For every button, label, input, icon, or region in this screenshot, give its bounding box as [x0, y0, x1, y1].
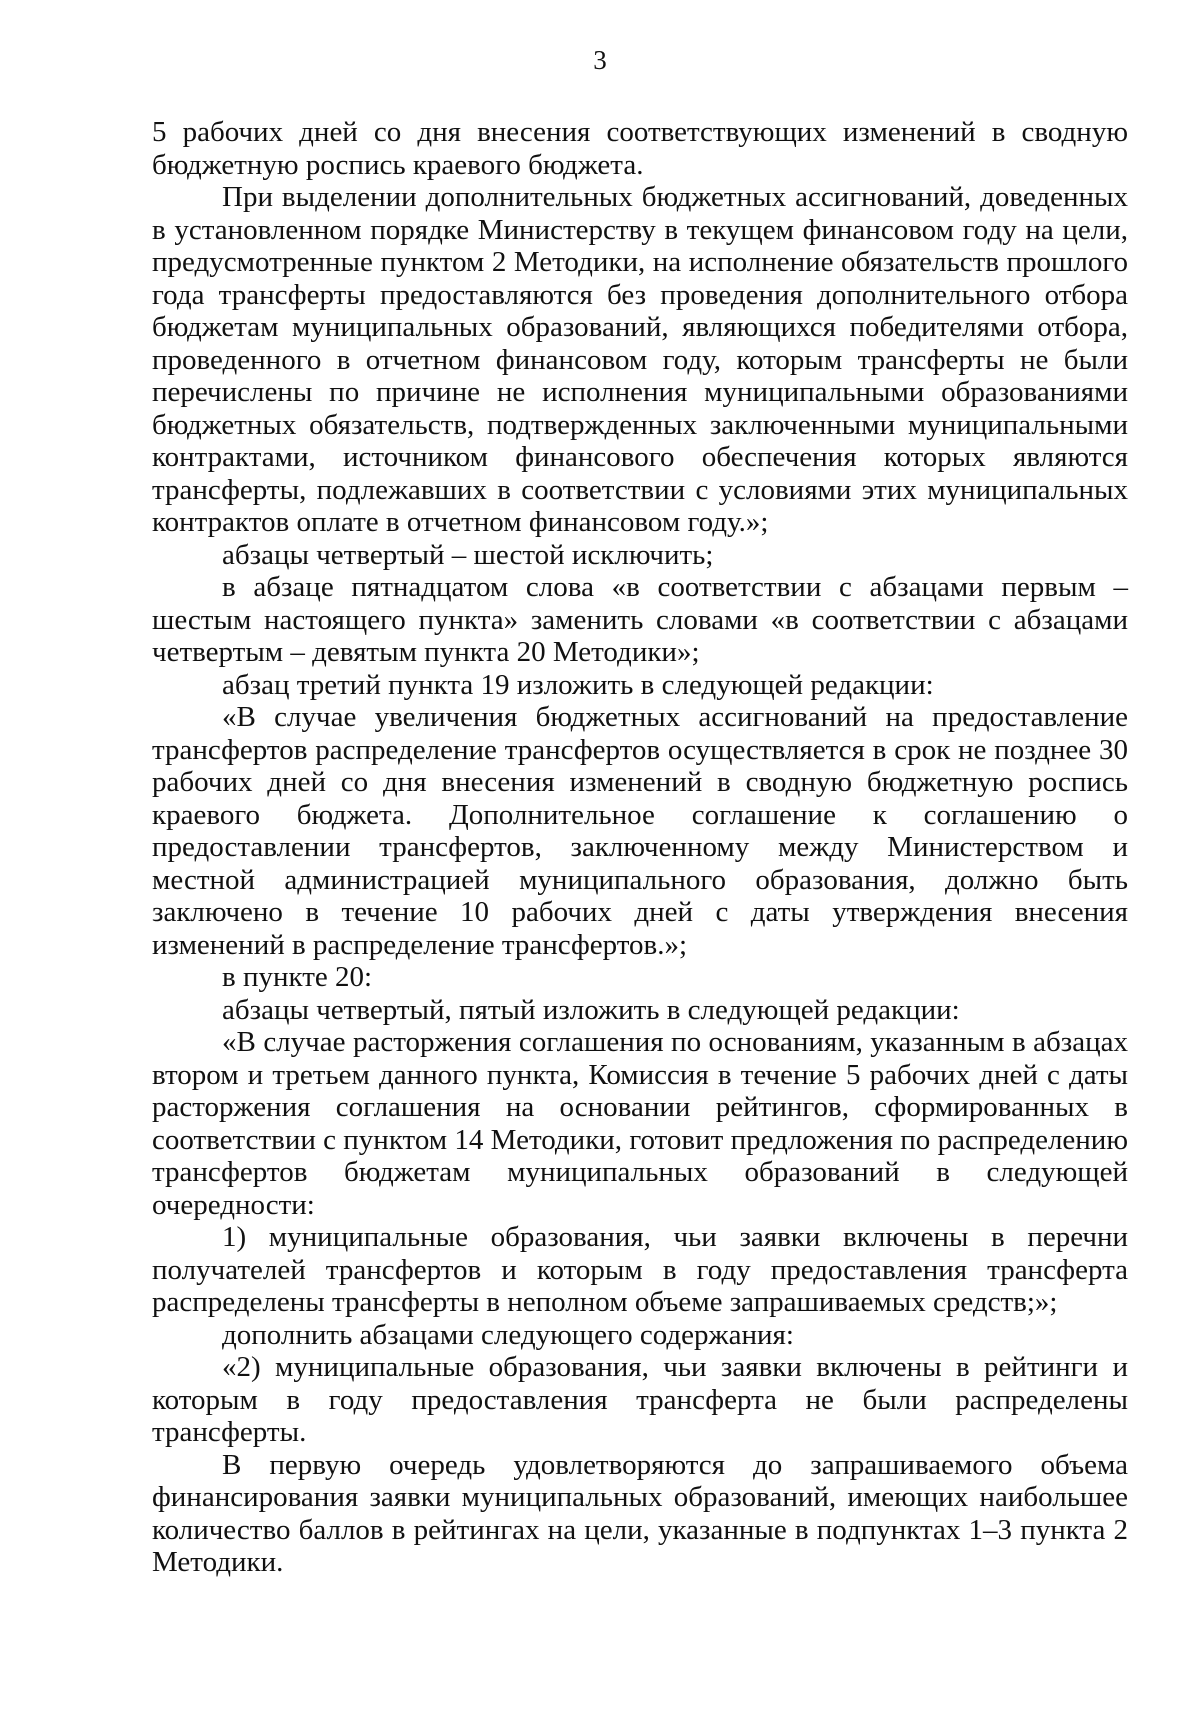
paragraph-supplement-intro: дополнить абзацами следующего содержания:: [222, 1318, 794, 1351]
paragraph-clause-19-intro: абзац третий пункта 19 изложить в следующей редакции:: [222, 668, 934, 701]
paragraph-clause-20-intro: в пункте 20:: [222, 961, 373, 993]
paragraph-replace-words: в абзаце пятнадцатом слова «в соответствии с абзацами первым – шестым настоящего пункта» заменить словами «в соответствии с абзацами четвертым – девятым пункта 20 Методики»;: [152, 571, 1128, 668]
paragraph-additional-allocations: При выделении дополнительных бюджетных ассигнований, доведенных в установленном порядке Министерству в текущем финансовом году на цели, предусмотренные пунктом 2 Методики, на исполнение обязательств прошлого года трансферты предоставляются без проведения дополнительного отбора бюджетам муниципальных образований, являющихся победителями отбора, проведенного в отчетном финансовом году, которым трансферты не были перечислены по причине не исполнения муниципальными образованиями бюджетных обязательств, подтвержденных заключенными муниципальными контрактами, источником финансового обеспечения которых являются трансферты, подлежавших в соответствии с условиями этих муниципальных контрактов оплате в отчетном финансовом году.»;: [152, 181, 1128, 538]
page-number: 3: [593, 45, 607, 75]
paragraph-priority: В первую очередь удовлетворяются до запрашиваемого объема финансирования заявки муниципальных образований, имеющих наибольшее количество баллов в рейтингах на цели, указанные в подпунктах 1–3 пункта 2 Методики.: [152, 1448, 1128, 1578]
paragraph-clause-20-subintro: абзацы четвертый, пятый изложить в следующей редакции:: [222, 993, 960, 1026]
paragraph-termination-case: «В случае расторжения соглашения по основаниям, указанным в абзацах втором и третьем данного пункта, Комиссия в течение 5 рабочих дней с даты расторжения соглашения на основании рейтингов, сформированных в соответствии с пунктом 14 Методики, готовит предложения по распределению трансфертов бюджетам муниципальных образований в следующей очередности:: [152, 1026, 1128, 1221]
paragraph-list-item-1: 1) муниципальные образования, чьи заявки включены в перечни получателей трансфертов и которым в году предоставления трансферта распределены трансферты в неполном объеме запрашиваемых средств;»;: [152, 1221, 1128, 1318]
paragraph-clause-19-text: «В случае увеличения бюджетных ассигнований на предоставление трансфертов распределение трансфертов осуществляется в срок не позднее 30 рабочих дней со дня внесения изменений в сводную бюджетную роспись краевого бюджета. Дополнительное соглашение к соглашению о предоставлении трансфертов, заключенному между Министерством и местной администрацией муниципального образования, должно быть заключено в течение 10 рабочих дней с даты утверждения внесения изменений в распределение трансфертов.»;: [152, 701, 1128, 961]
paragraph-exclude-clauses: абзацы четвертый – шестой исключить;: [222, 538, 714, 571]
paragraph-continuation: 5 рабочих дней со дня внесения соответствующих изменений в сводную бюджетную роспись краевого бюджета.: [152, 116, 1128, 181]
paragraph-list-item-2: «2) муниципальные образования, чьи заявки включены в рейтинги и которым в году предоставления трансферта не были распределены трансферты.: [152, 1351, 1128, 1448]
document-body: [152, 116, 1128, 1579]
